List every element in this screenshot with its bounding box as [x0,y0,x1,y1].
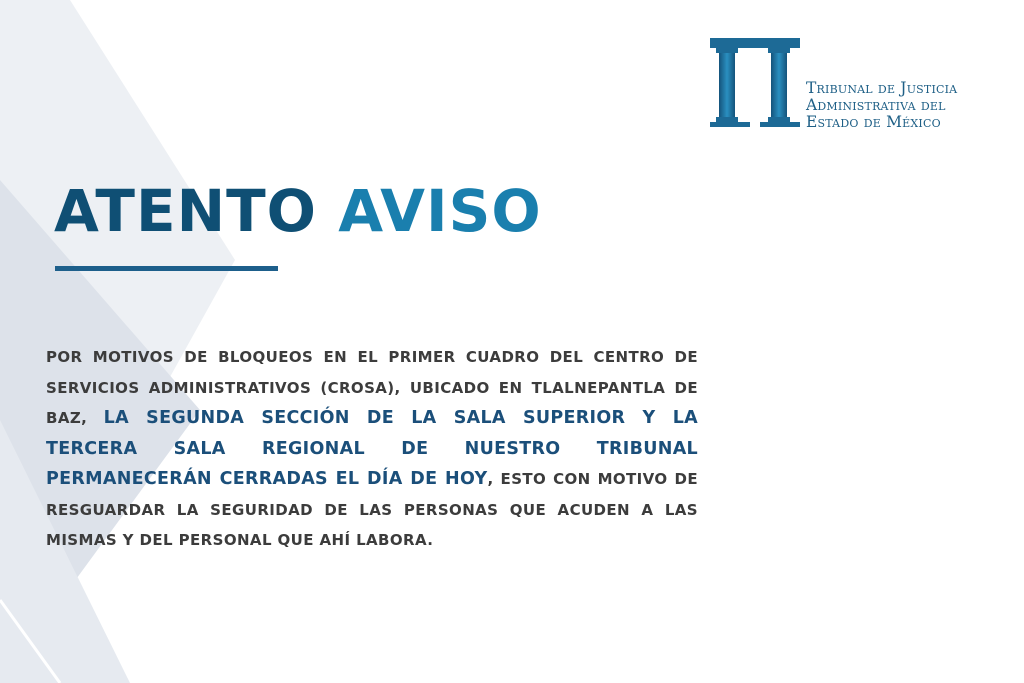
logo-line-2: Administrativa del [806,96,946,114]
notice-body-highlight: LA SEGUNDA SECCIÓN DE LA SALA SUPERIOR Y LA TERCERA SALA REGIONAL DE NUESTRO TRIBUNAL PERMANECERÁN CERRADAS EL DÍA DE HOY [46,408,699,489]
columns-icon [706,36,802,132]
notice-body-intro: POR MOTIVOS DE BLOQUEOS EN EL PRIMER CUADRO DEL CENTRO DE SERVICIOS ADMINISTRATIVOS (CROSA), UBICADO EN TLALNEPANTLA DE BAZ, [46,348,698,427]
logo-line-3: Estado de México [806,113,941,131]
notice-body [46,342,698,556]
title-underline [55,266,278,271]
logo-text [806,80,957,131]
title-word-aviso: AVISO [338,177,542,245]
notice-title [54,176,542,246]
logo-line-1: Tribunal de Justicia [806,79,958,97]
tribunal-logo [706,36,986,136]
title-word-atento: ATENTO [54,177,317,245]
notice-body-outro: , ESTO CON MOTIVO DE RESGUARDAR LA SEGURIDAD DE LAS PERSONAS QUE ACUDEN A LAS MISMAS Y DEL PERSONAL QUE AHÍ LABORA. [46,470,698,549]
